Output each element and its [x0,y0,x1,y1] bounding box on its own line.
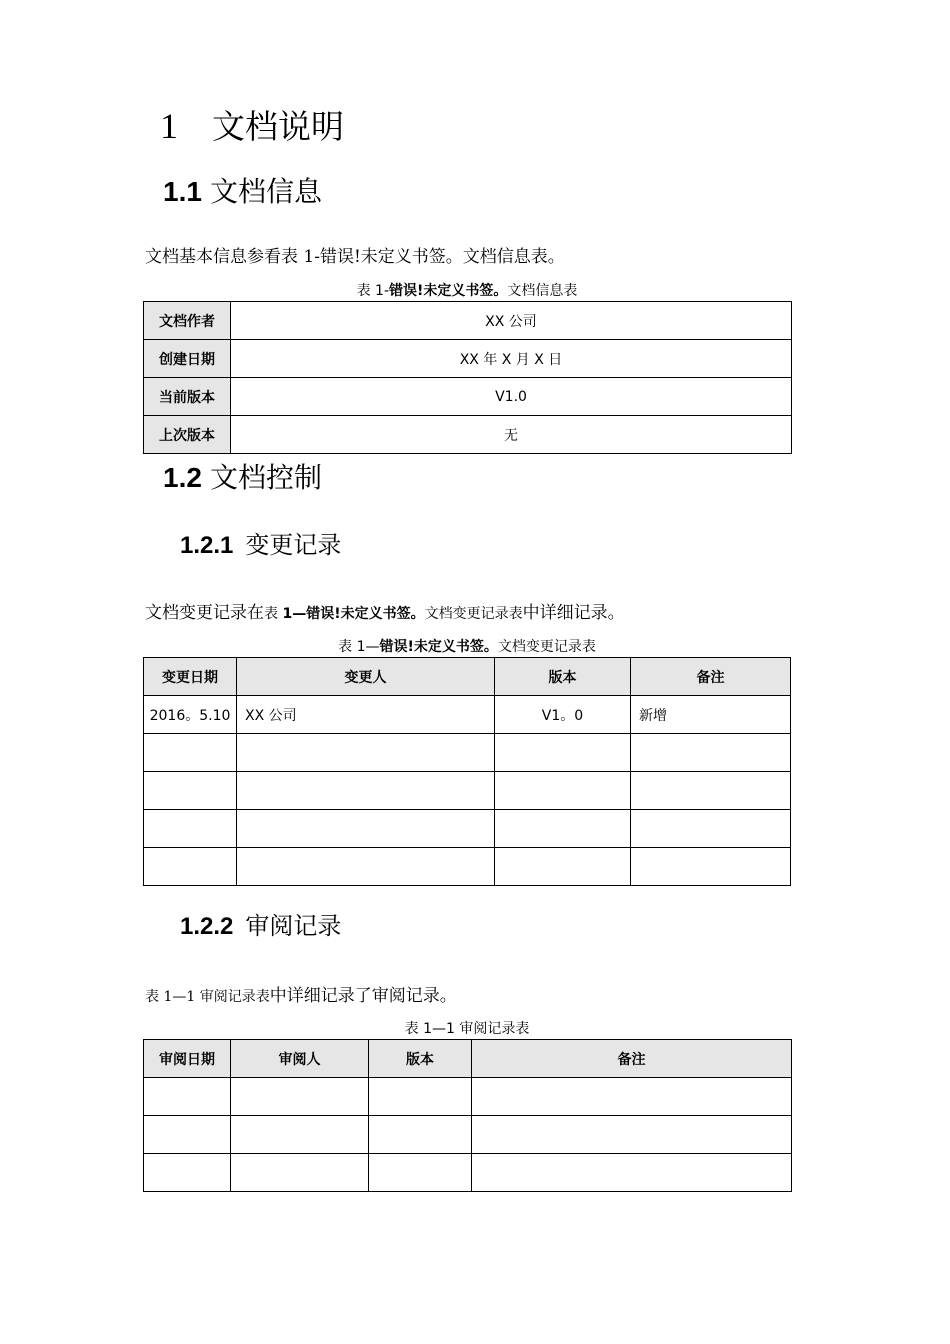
table-cell [144,772,237,810]
table-cell [237,734,495,772]
heading-1-2-title: 文档控制 [209,461,322,494]
col-header-review-date: 审阅日期 [144,1040,231,1078]
table-cell [631,848,791,886]
doc-info-caption-prefix: 表 1- [356,283,390,299]
col-header-notes: 备注 [631,658,791,696]
doc-info-caption-suffix: 文档信息表 [507,283,578,299]
change-log-intro-d: 文档变更记录表 [424,606,523,622]
table-cell [495,772,631,810]
table-row [144,416,792,454]
doc-info-value: 无 [231,416,792,454]
review-log-table [143,1039,792,1192]
doc-info-label: 创建日期 [144,340,231,378]
heading-1-1-number: 1.1 [163,176,202,207]
doc-info-label: 上次版本 [144,416,231,454]
table-cell [144,1116,231,1154]
doc-info-table [143,301,792,454]
doc-info-caption [143,282,791,300]
table-cell [144,734,237,772]
doc-info-value: XX 年 X 月 X 日 [231,340,792,378]
doc-info-label: 当前版本 [144,378,231,416]
review-log-intro-a: 表 1—1 审阅记录表 [145,989,270,1005]
table-cell [631,772,791,810]
review-log-intro [145,984,457,1009]
heading-1-2 [163,460,322,496]
table-cell [231,1116,369,1154]
col-header-version: 版本 [495,658,631,696]
change-log-table [143,657,791,886]
heading-1-2-2-title: 审阅记录 [245,912,342,940]
heading-1-2-number: 1.2 [163,462,202,493]
heading-1-title: 文档说明 [212,107,344,146]
change-log-intro-b: 表 [264,606,283,622]
table-row [144,734,791,772]
table-cell [472,1154,792,1192]
heading-1-2-1-title: 变更记录 [245,531,342,559]
table-cell [237,848,495,886]
change-log-intro-a: 文档变更记录在 [145,603,264,623]
table-row [144,340,792,378]
table-cell [495,810,631,848]
doc-info-value: V1.0 [231,378,792,416]
table-row [144,772,791,810]
col-header-reviewer: 审阅人 [231,1040,369,1078]
review-log-intro-b: 中详细记录了审阅记录。 [269,986,457,1006]
table-cell [369,1154,472,1192]
heading-1-2-2 [180,911,341,942]
col-header-change-date: 变更日期 [144,658,237,696]
change-log-intro-c: 1—错误!未定义书签。 [282,606,425,622]
heading-1-1 [163,174,322,210]
change-log-intro [145,601,625,626]
table-cell [237,772,495,810]
table-cell [144,1078,231,1116]
heading-1-number: 1 [160,106,178,146]
table-cell [472,1078,792,1116]
doc-info-value: XX 公司 [231,302,792,340]
table-cell [237,810,495,848]
change-log-intro-e: 中详细记录。 [522,603,625,623]
table-row [144,302,792,340]
heading-1 [160,104,344,149]
table-cell [369,1078,472,1116]
table-cell [472,1116,792,1154]
table-cell [495,848,631,886]
heading-1-2-1 [180,530,341,561]
table-row [144,378,792,416]
heading-1-1-title: 文档信息 [209,175,322,208]
table-row [144,696,791,734]
table-row [144,1116,792,1154]
change-log-caption-prefix: 表 1— [338,639,380,655]
table-cell [144,1154,231,1192]
table-header-row [144,658,791,696]
table-cell [631,810,791,848]
table-cell [369,1116,472,1154]
table-row [144,1154,792,1192]
table-cell: XX 公司 [237,696,495,734]
doc-info-label: 文档作者 [144,302,231,340]
heading-1-2-2-number: 1.2.2 [180,913,234,940]
col-header-notes: 备注 [472,1040,792,1078]
heading-1-2-1-number: 1.2.1 [180,532,234,559]
change-log-caption-suffix: 文档变更记录表 [497,639,596,655]
doc-info-caption-error: 错误!未定义书签。 [389,283,508,299]
table-header-row [144,1040,792,1078]
col-header-changer: 变更人 [237,658,495,696]
table-cell: 2016。5.10 [144,696,237,734]
table-cell [144,810,237,848]
table-cell: V1。0 [495,696,631,734]
change-log-caption [143,638,791,656]
change-log-caption-error: 错误!未定义书签。 [379,639,498,655]
table-cell [631,734,791,772]
table-cell [231,1078,369,1116]
table-cell [144,848,237,886]
table-cell: 新增 [631,696,791,734]
table-cell [495,734,631,772]
review-log-caption: 表 1—1 审阅记录表 [404,1021,530,1037]
table-row [144,1078,792,1116]
doc-info-intro: 文档基本信息参看表 1-错误!未定义书签。文档信息表。 [145,247,565,267]
col-header-version: 版本 [369,1040,472,1078]
table-row [144,810,791,848]
table-cell [231,1154,369,1192]
table-row [144,848,791,886]
